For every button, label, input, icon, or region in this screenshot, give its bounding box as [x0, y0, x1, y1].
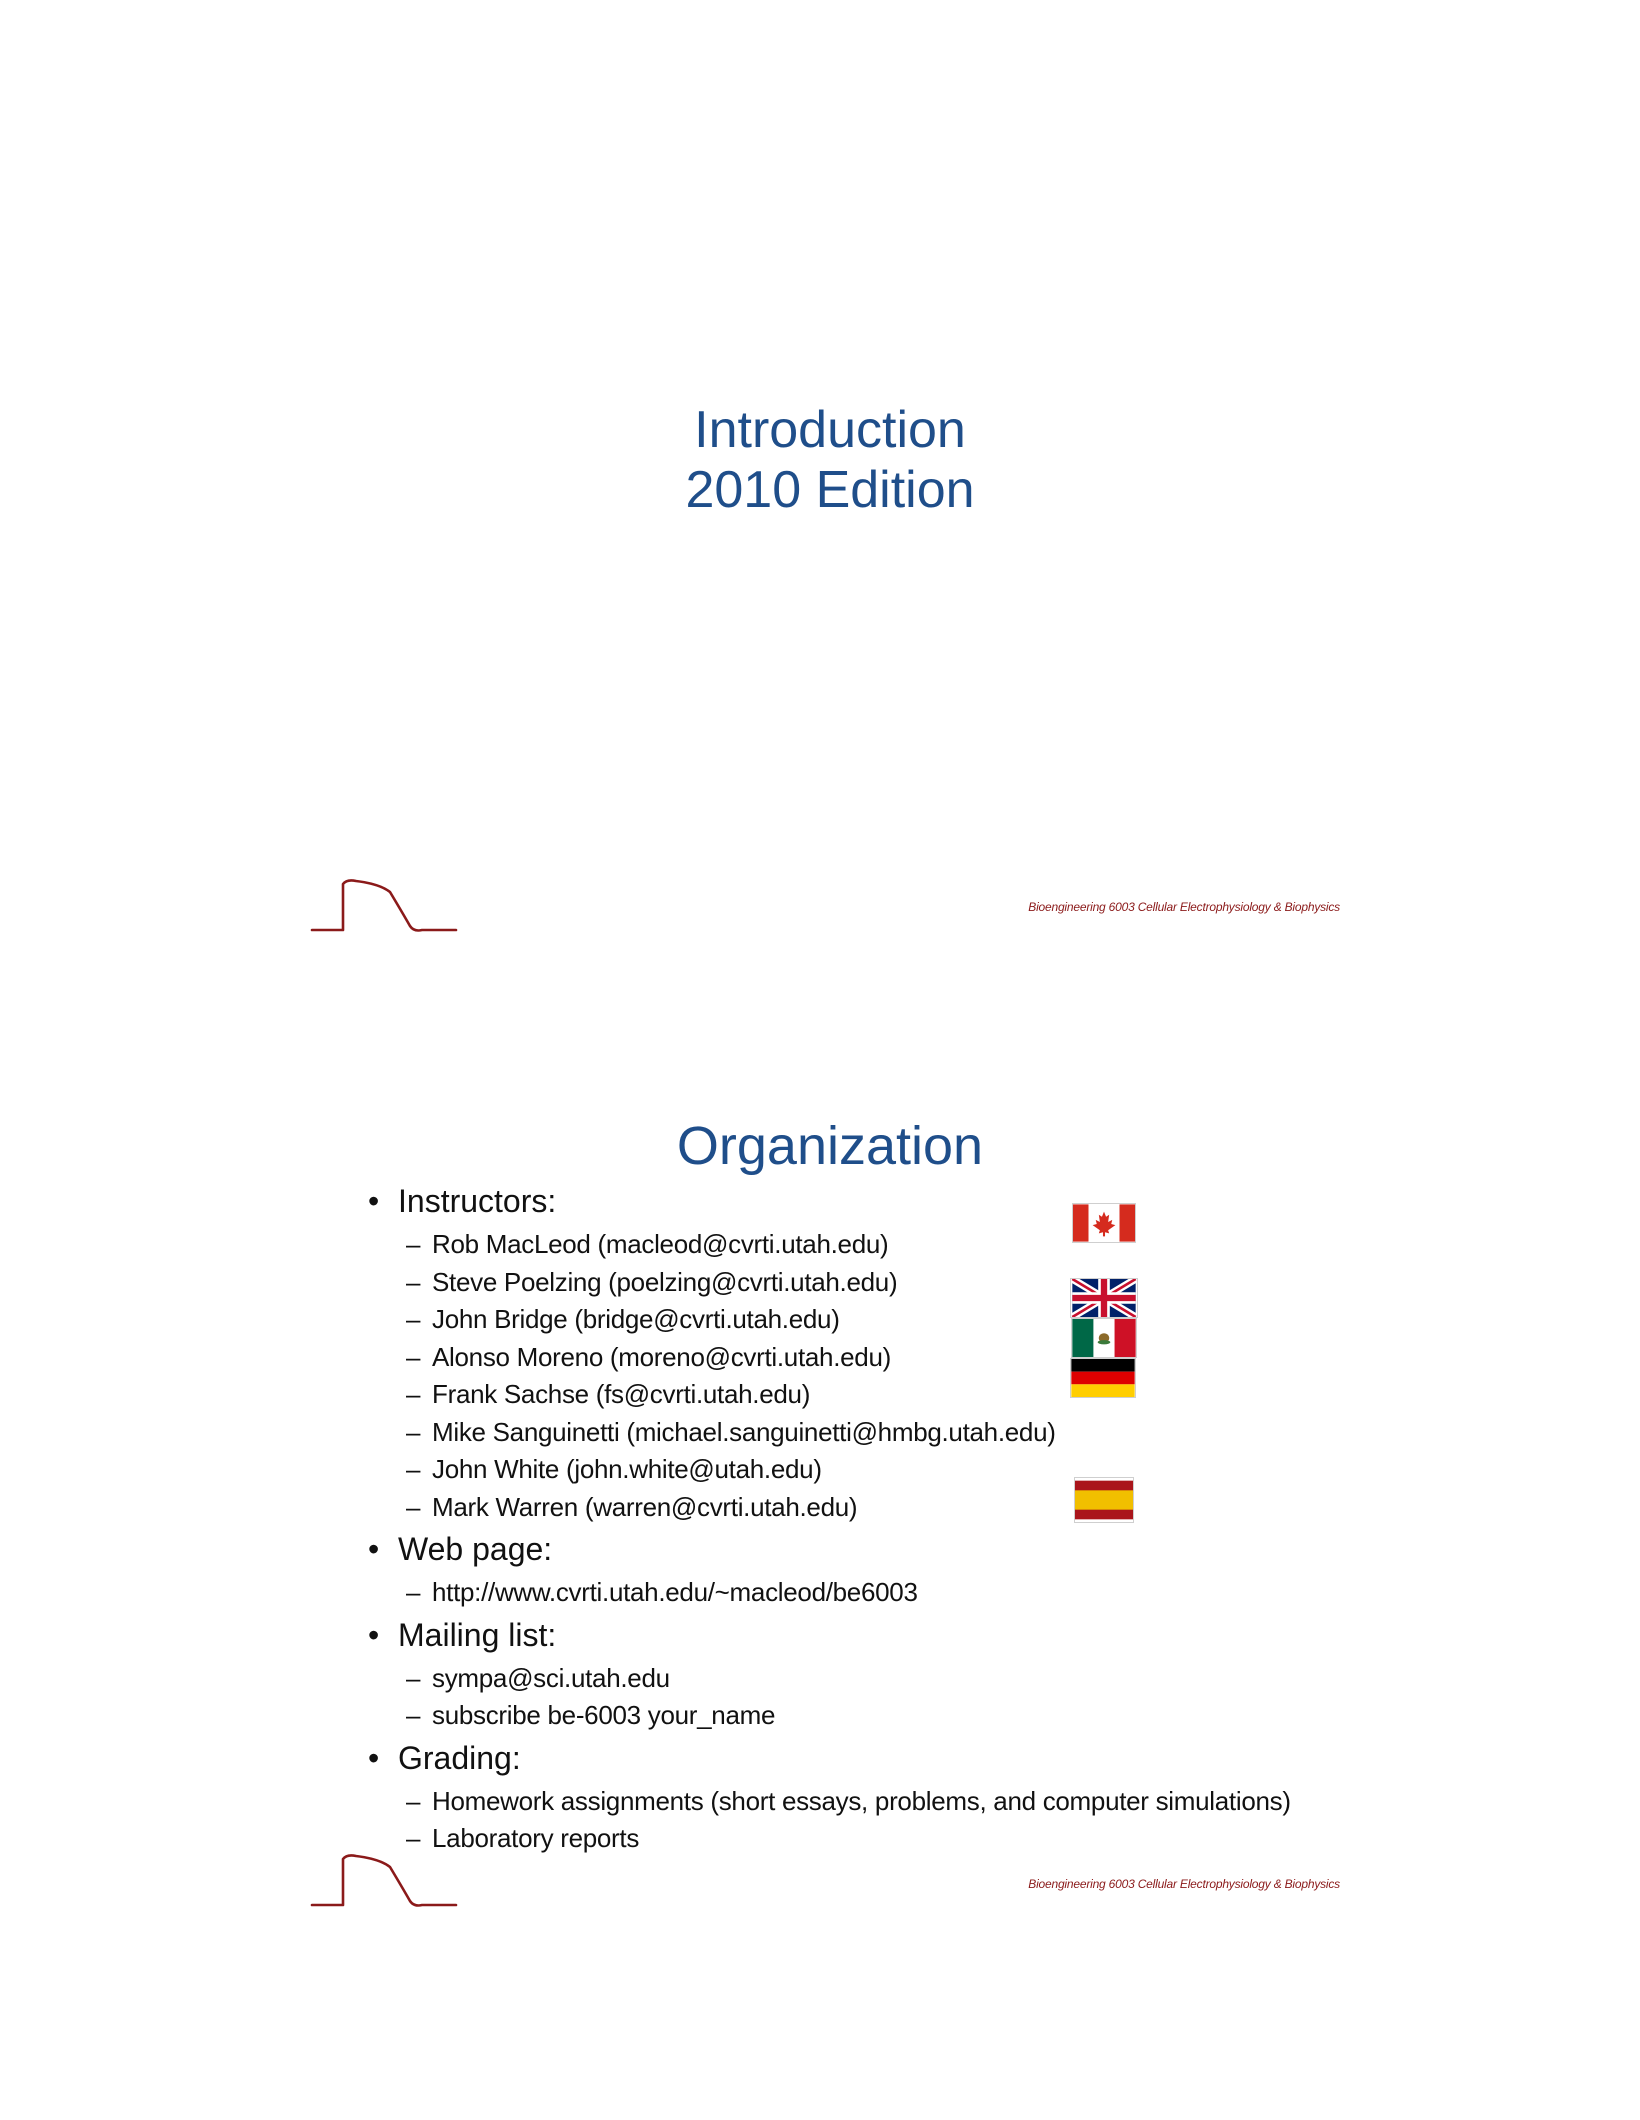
bullet-heading: • Instructors:: [368, 1182, 1348, 1220]
title-line-2: 2010 Edition: [685, 461, 975, 519]
slide-footer: Bioengineering 6003 Cellular Electrophysiology & Biophysics: [1028, 900, 1340, 914]
instructor-item: – Alonso Moreno (moreno@cvrti.utah.edu): [368, 1339, 1348, 1377]
slide-organization: [300, 1090, 1360, 1891]
slide-content: [368, 1182, 1348, 1862]
canada-flag-icon: [1072, 1203, 1136, 1243]
instructor-item: – Steve Poelzing (poelzing@cvrti.utah.edu): [368, 1264, 1348, 1302]
spain-flag-icon: [1074, 1477, 1134, 1523]
slide-footer: Bioengineering 6003 Cellular Electrophysiology & Biophysics: [1028, 1877, 1340, 1891]
section-instructors: [368, 1182, 1348, 1526]
grading-item: – Homework assignments (short essays, problems, and computer simulations): [368, 1783, 1348, 1821]
bullet-heading: • Mailing list:: [368, 1616, 1348, 1654]
slide-introduction: [300, 340, 1360, 1000]
bullet-heading: • Web page:: [368, 1530, 1348, 1568]
section-web-page: [368, 1530, 1348, 1612]
bullet-heading: • Grading:: [368, 1739, 1348, 1777]
mexico-flag-icon: [1071, 1318, 1137, 1358]
grading-item: – Laboratory reports: [368, 1820, 1348, 1858]
instructor-item: – Mark Warren (warren@cvrti.utah.edu): [368, 1489, 1348, 1527]
slide-title: [300, 400, 1360, 520]
mailing-list-item: – sympa@sci.utah.edu: [368, 1660, 1348, 1698]
web-page-link: – http://www.cvrti.utah.edu/~macleod/be6003: [368, 1574, 1348, 1612]
slide-title: Organization: [676, 1116, 984, 1176]
instructor-item: – Mike Sanguinetti (michael.sanguinetti@hmbg.utah.edu): [368, 1414, 1348, 1452]
germany-flag-icon: [1070, 1358, 1136, 1398]
instructor-item: – Frank Sachse (fs@cvrti.utah.edu): [368, 1376, 1348, 1414]
title-line-1: Introduction: [694, 401, 966, 459]
action-potential-logo-icon: [310, 1835, 460, 1915]
instructor-item: – John Bridge (bridge@cvrti.utah.edu): [368, 1301, 1348, 1339]
action-potential-logo-icon: [310, 860, 460, 940]
instructor-item: – Rob MacLeod (macleod@cvrti.utah.edu): [368, 1226, 1348, 1264]
instructor-item: – John White (john.white@utah.edu): [368, 1451, 1348, 1489]
mailing-list-item: – subscribe be-6003 your_name: [368, 1697, 1348, 1735]
uk-flag-icon: [1070, 1278, 1138, 1318]
section-grading: [368, 1739, 1348, 1858]
section-mailing-list: [368, 1616, 1348, 1735]
